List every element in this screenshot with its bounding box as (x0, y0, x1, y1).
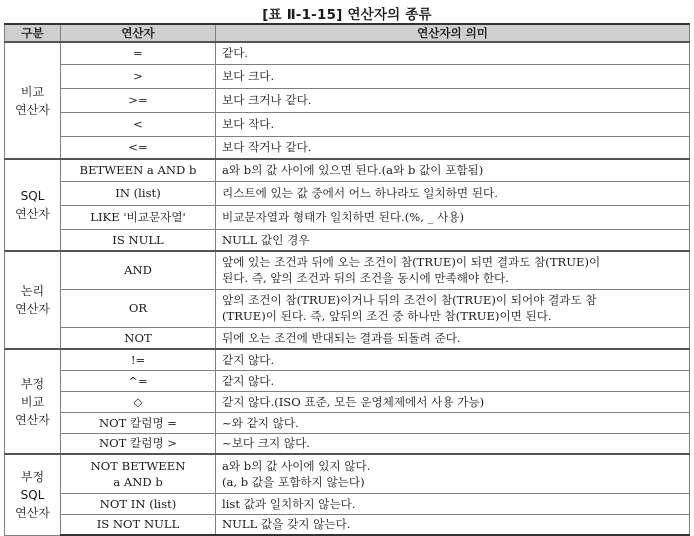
header-meaning: 연산자의 의미 (216, 24, 690, 42)
meaning-cell (216, 136, 690, 159)
header-row (5, 24, 690, 42)
header-operator: 연산자 (61, 24, 216, 42)
meaning-cell (216, 181, 690, 205)
operator-text: LIKE '비교문자열' (90, 210, 186, 224)
operator-text: < (133, 117, 143, 131)
meaning-cell (216, 112, 690, 136)
meaning-cell (216, 289, 690, 327)
meaning-text: 앞에 있는 조건과 뒤에 오는 조건이 참(TRUE)이 되면 결과도 참(TRUE)이 된다. 즉, 앞의 조건과 뒤의 조건을 동시에 만족해야 한다. (222, 255, 601, 286)
table-row (5, 136, 690, 159)
operator-cell (61, 454, 216, 493)
table-body (5, 42, 690, 535)
operator-cell (61, 112, 216, 136)
meaning-cell (216, 159, 690, 181)
meaning-text: 같다. (222, 46, 249, 61)
header-category: 구분 (5, 24, 61, 42)
operator-cell (61, 64, 216, 88)
meaning-cell (216, 454, 690, 493)
table-row (5, 205, 690, 229)
meaning-text: 리스트에 있는 값 중에서 어느 하나라도 일치하면 된다. (222, 186, 498, 200)
operator-cell (61, 251, 216, 289)
category-label: SQL 연산자 (15, 189, 50, 221)
table-row (5, 514, 690, 535)
operator-cell (61, 391, 216, 412)
meaning-text: a와 b의 값 사이에 있지 않다. (a, b 값을 포함하지 않는다) (222, 458, 371, 489)
operator-text: = (133, 46, 143, 61)
operator-text: NOT IN (list) (99, 496, 177, 511)
category-label: 논리 연산자 (15, 284, 50, 316)
meaning-cell (216, 327, 690, 349)
table-row (5, 112, 690, 136)
category-cell-logical (5, 251, 61, 349)
operator-cell (61, 88, 216, 112)
operator-table (4, 23, 690, 536)
category-cell-sql (5, 159, 61, 251)
table-row (5, 42, 690, 64)
meaning-text: list 값과 일치하지 않는다. (222, 496, 356, 511)
meaning-text: 앞의 조건이 참(TRUE)이거나 뒤의 조건이 참(TRUE)이 되어야 결과도 참 (TRUE)이 된다. 즉, 앞뒤의 조건 중 하나만 참(TRUE)이면 된다. (222, 293, 597, 323)
operator-text: OR (128, 301, 148, 315)
operator-text: NOT BETWEEN a AND b (90, 458, 186, 489)
table-row (5, 370, 690, 391)
meaning-cell (216, 433, 690, 454)
meaning-text: 같지 않다. (222, 373, 275, 388)
table-row (5, 159, 690, 181)
operator-cell (61, 205, 216, 229)
operator-cell (61, 493, 216, 514)
meaning-cell (216, 251, 690, 289)
operator-text: NOT (124, 330, 152, 345)
meaning-text: ~와 같지 않다. (222, 415, 299, 430)
meaning-text: 같지 않다. (222, 352, 275, 367)
meaning-cell (216, 412, 690, 433)
operator-text: IS NULL (112, 232, 164, 247)
meaning-text: ~보다 크지 않다. (222, 436, 310, 451)
operator-text: <= (128, 140, 148, 155)
meaning-text: 보다 크거나 같다. (222, 93, 312, 107)
operator-cell (61, 42, 216, 64)
meaning-cell (216, 42, 690, 64)
operator-cell (61, 349, 216, 370)
category-cell-comparison (5, 42, 61, 159)
meaning-cell (216, 349, 690, 370)
category-cell-negated-sql (5, 454, 61, 535)
operator-cell (61, 370, 216, 391)
table-row (5, 229, 690, 251)
category-label: 부정 SQL 연산자 (15, 469, 50, 520)
category-label: 부정 비교 연산자 (15, 376, 50, 427)
table-title: [표 Ⅱ-1-15] 연산자의 종류 (262, 7, 432, 23)
operator-cell (61, 159, 216, 181)
operator-cell (61, 136, 216, 159)
meaning-cell (216, 514, 690, 535)
meaning-cell (216, 64, 690, 88)
operator-text: NOT 칼럼명 = (98, 415, 178, 430)
operator-cell (61, 412, 216, 433)
table-row (5, 251, 690, 289)
operator-text: > (133, 69, 143, 83)
meaning-text: 같지 않다.(ISO 표준, 모든 운영체제에서 사용 가능) (222, 394, 485, 409)
meaning-text: a와 b의 값 사이에 있으면 된다.(a와 b 값이 포함됨) (222, 163, 484, 178)
table-row (5, 433, 690, 454)
table-row (5, 412, 690, 433)
meaning-cell (216, 493, 690, 514)
operator-cell (61, 327, 216, 349)
operator-text: ◇ (133, 394, 143, 409)
meaning-text: 비교문자열과 형태가 일치하면 된다.(%, _ 사용) (222, 210, 465, 224)
meaning-cell (216, 88, 690, 112)
operator-text: != (130, 352, 146, 367)
operator-text: IN (list) (115, 186, 161, 200)
operator-cell (61, 229, 216, 251)
category-cell-negated-comparison (5, 349, 61, 454)
table-row (5, 88, 690, 112)
meaning-text: 보다 크다. (222, 69, 275, 83)
table-row (5, 64, 690, 88)
category-label: 비교 연산자 (15, 84, 50, 117)
operator-cell (61, 289, 216, 327)
operator-text: BETWEEN a AND b (79, 163, 197, 178)
meaning-cell (216, 391, 690, 412)
meaning-text: 보다 작다. (222, 117, 275, 131)
meaning-cell (216, 370, 690, 391)
meaning-text: 보다 작거나 같다. (222, 140, 312, 155)
operator-text: ^= (128, 373, 148, 388)
table-row (5, 454, 690, 493)
operator-text: >= (128, 93, 148, 107)
operator-text: IS NOT NULL (96, 517, 180, 532)
meaning-text: 뒤에 오는 조건에 반대되는 결과를 되돌려 준다. (222, 330, 461, 345)
table-row (5, 493, 690, 514)
table-row (5, 327, 690, 349)
meaning-text: NULL 값을 갖지 않는다. (222, 517, 351, 532)
table-row (5, 289, 690, 327)
meaning-cell (216, 205, 690, 229)
operator-text: NOT 칼럼명 > (98, 436, 178, 451)
table-row (5, 181, 690, 205)
table-row (5, 391, 690, 412)
operator-cell (61, 181, 216, 205)
table-row (5, 349, 690, 370)
operator-text: AND (124, 263, 152, 278)
operator-cell (61, 433, 216, 454)
meaning-cell (216, 229, 690, 251)
operator-cell (61, 514, 216, 535)
meaning-text: NULL 값인 경우 (222, 232, 310, 247)
